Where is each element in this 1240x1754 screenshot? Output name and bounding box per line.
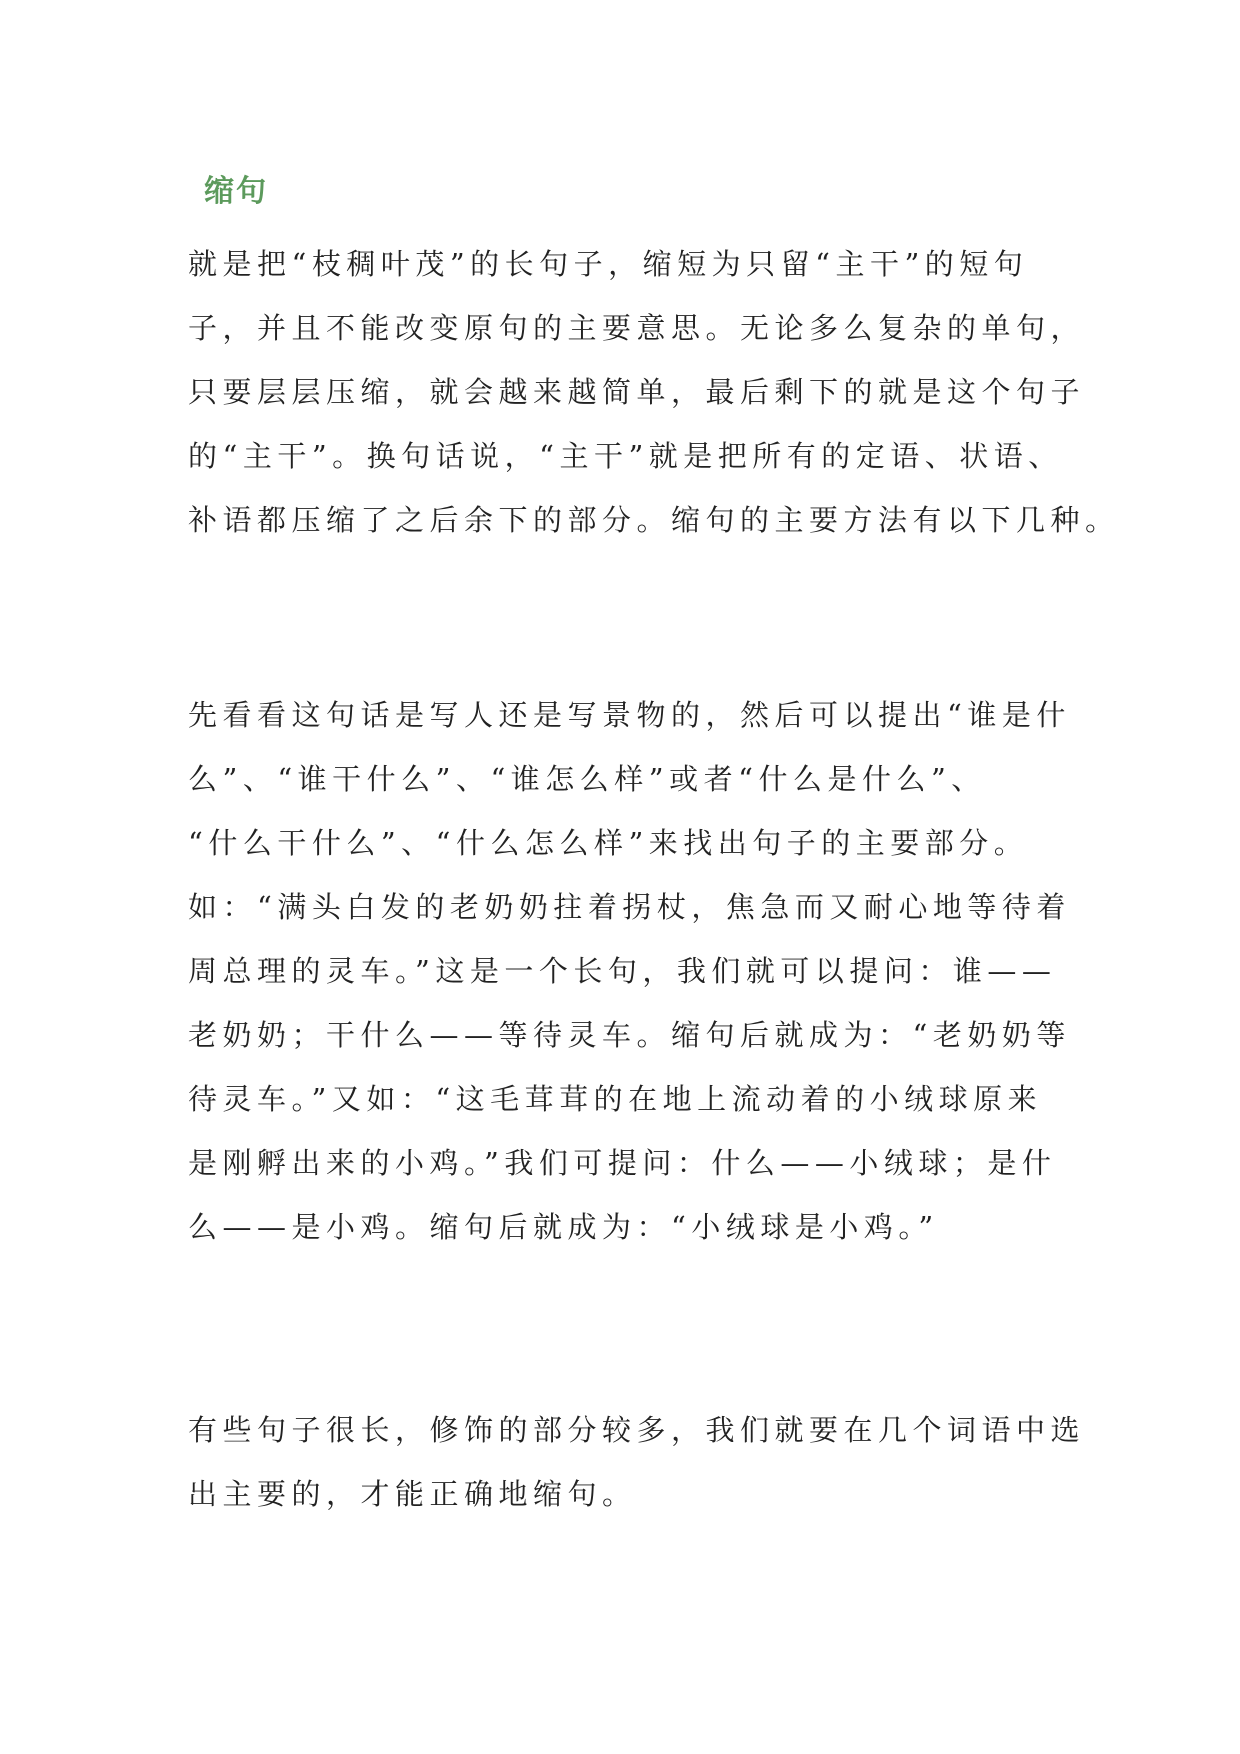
- paragraph-line: 补语都压缩了之后余下的部分。缩句的主要方法有以下几种。: [188, 503, 1120, 537]
- paragraph-line: 出主要的，才能正确地缩句。: [188, 1477, 637, 1511]
- paragraph-line: 的“主干”。换句话说，“主干”就是把所有的定语、状语、: [188, 439, 1063, 473]
- paragraph-line: 老奶奶；干什么——等待灵车。缩句后就成为：“老奶奶等: [188, 1018, 1071, 1052]
- section-title: 缩句: [204, 174, 268, 209]
- paragraph-line: 待灵车。”又如：“这毛茸茸的在地上流动着的小绒球原来: [188, 1082, 1043, 1116]
- paragraph-line: 是刚孵出来的小鸡。”我们可提问：什么——小绒球；是什: [188, 1146, 1057, 1180]
- paragraph-line: 么”、“谁干什么”、“谁怎么样”或者“什么是什么”、: [188, 762, 986, 796]
- paragraph-line: 周总理的灵车。”这是一个长句，我们就可以提问：谁——: [188, 954, 1057, 988]
- paragraph-line: 只要层层压缩，就会越来越简单，最后剩下的就是这个句子: [188, 375, 1086, 409]
- paragraph-line: 就是把“枝稠叶茂”的长句子，缩短为只留“主干”的短句: [188, 247, 1029, 281]
- paragraph-line: 如：“满头白发的老奶奶拄着拐杖，焦急而又耐心地等待着: [188, 890, 1071, 924]
- paragraph-line: 子，并且不能改变原句的主要意思。无论多么复杂的单句，: [188, 311, 1086, 345]
- paragraph-line: 么——是小鸡。缩句后就成为：“小绒球是小鸡。”: [188, 1210, 939, 1244]
- paragraph-line: 有些句子很长，修饰的部分较多，我们就要在几个词语中选: [188, 1413, 1086, 1447]
- paragraph-line: 先看看这句话是写人还是写景物的，然后可以提出“谁是什: [188, 698, 1071, 732]
- paragraph-line: “什么干什么”、“什么怎么样”来找出句子的主要部分。: [188, 826, 1029, 860]
